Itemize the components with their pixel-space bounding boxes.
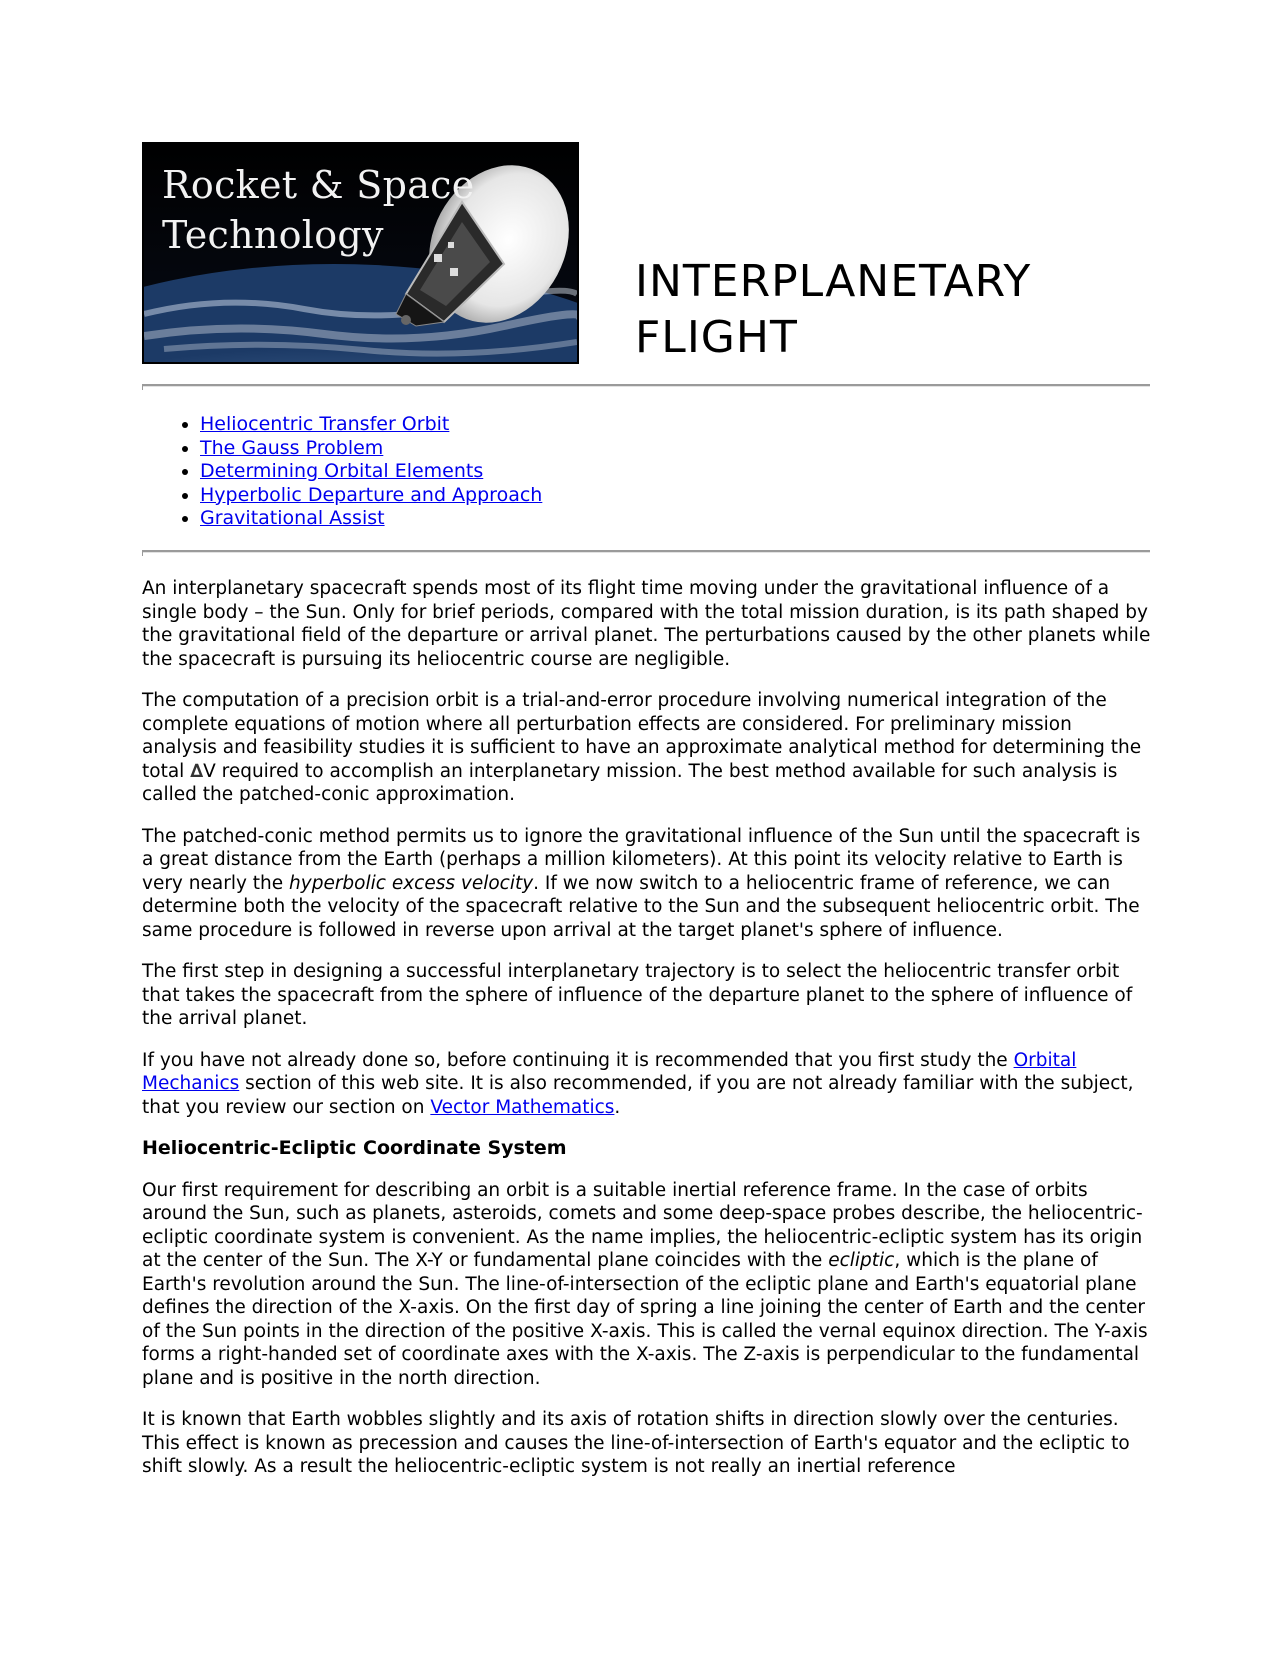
text-run: . [614, 1096, 621, 1118]
toc-link-gravitational-assist[interactable]: Gravitational Assist [200, 507, 385, 529]
text-run: , which is the plane of Earth's revolution around the Sun. The line-of-intersection of the ecliptic plane and Earth's equatorial plane defines the direction of the X-axis. On the first day of spring a line joining the center of Earth and the center of the Sun points in the direction of the positive X-axis. This is called the vernal equinox direction. The Y-axis forms a right-handed set of coordinate axes with the X-axis. The Z-axis is perpendicular to the fundamental plane and is positive in the north direction. [142, 1250, 1148, 1389]
section-heading: Heliocentric-Ecliptic Coordinate System [142, 1137, 567, 1159]
emphasis: hyperbolic excess velocity [289, 872, 534, 894]
list-item [200, 460, 542, 484]
emphasis: ecliptic [828, 1250, 895, 1271]
page-title [635, 254, 1031, 366]
page-title-line-2: FLIGHT [635, 312, 798, 363]
list-item [200, 437, 542, 461]
orbital-mechanics-link[interactable]: Orbital Mechanics [142, 1049, 1077, 1094]
paragraph: It is known that Earth wobbles slightly and its axis of rotation shifts in direction slowly over the centuries. This effect is known as precession and causes the line-of-intersection of Earth's equator and the ecliptic to shift slowly. As a result the heliocentric-ecliptic system is not really an inertial reference [142, 1409, 1130, 1477]
text-run: section of this web site. It is also recommended, if you are not already familiar with the subject, that you review our section on [142, 1073, 1134, 1118]
text-run: If you have not already done so, before continuing it is recommended that you first study the [142, 1049, 1014, 1071]
toc-link-gauss-problem[interactable]: The Gauss Problem [200, 436, 384, 459]
paragraph [142, 689, 1152, 807]
text-run: V required to accomplish an interplanetary mission. The best method available for such analysis is called the patched-conic approximation. [142, 760, 1118, 805]
page-header [142, 142, 1152, 366]
banner-title [162, 160, 475, 260]
list-item [200, 484, 542, 508]
banner-title-line-2: Technology [162, 213, 384, 257]
toc-link-determining-orbital-elements[interactable]: Determining Orbital Elements [200, 460, 484, 482]
site-banner [142, 142, 579, 364]
toc-link-hyperbolic-departure[interactable]: Hyperbolic Departure and Approach [200, 483, 543, 506]
delta-symbol: ∆ [190, 760, 204, 782]
paragraph: The first step in designing a successful interplanetary trajectory is to select the heliocentric transfer orbit that takes the spacecraft from the sphere of influence of the departure planet to the sphere of influence of the arrival planet. [142, 961, 1133, 1029]
paragraph [142, 1049, 1152, 1120]
paragraph [142, 1179, 1152, 1391]
page-title-line-1: INTERPLANETARY [635, 256, 1032, 307]
vector-mathematics-link[interactable]: Vector Mathematics [430, 1096, 615, 1118]
text-run: The computation of a precision orbit is a trial-and-error procedure involving numerical integration of the complete equations of motion where all perturbation effects are considered. For preliminary mission analysis and feasibility studies it is sufficient to have an approximate analytical method for determining the total [142, 690, 1142, 782]
table-of-contents [142, 413, 542, 531]
horizontal-rule [142, 384, 1150, 387]
list-item [200, 507, 542, 531]
list-item [200, 413, 542, 437]
text-run: Our first requirement for describing an orbit is a suitable inertial reference frame. In the case of orbits around the Sun, such as planets, asteroids, comets and some deep-space probes describe, the heliocentric-ecliptic coordinate system is convenient. As the name implies, the heliocentric-ecliptic system has its origin at the center of the Sun. The X-Y or fundamental plane coincides with the [142, 1179, 1143, 1271]
paragraph [142, 825, 1152, 943]
horizontal-rule [142, 550, 1150, 553]
article-body [142, 577, 1152, 1497]
text-run: . If we now switch to a heliocentric frame of reference, we can determine both the velocity of the spacecraft relative to the Sun and the subsequent heliocentric orbit. The same procedure is followed in reverse upon arrival at the target planet's sphere of influence. [142, 872, 1140, 941]
text-run: The patched-conic method permits us to ignore the gravitational influence of the Sun until the spacecraft is a great distance from the Earth (perhaps a million kilometers). At this point its velocity relative to Earth is very nearly the [142, 825, 1141, 894]
banner-title-line-1: Rocket & Space [162, 163, 475, 207]
toc-link-heliocentric-transfer-orbit[interactable]: Heliocentric Transfer Orbit [200, 413, 450, 435]
paragraph: An interplanetary spacecraft spends most of its flight time moving under the gravitational influence of a single body – the Sun. Only for brief periods, compared with the total mission duration, is its path shaped by the gravitational field of the departure or arrival planet. The perturbations caused by the other planets while the spacecraft is pursuing its heliocentric course are negligible. [142, 578, 1151, 670]
